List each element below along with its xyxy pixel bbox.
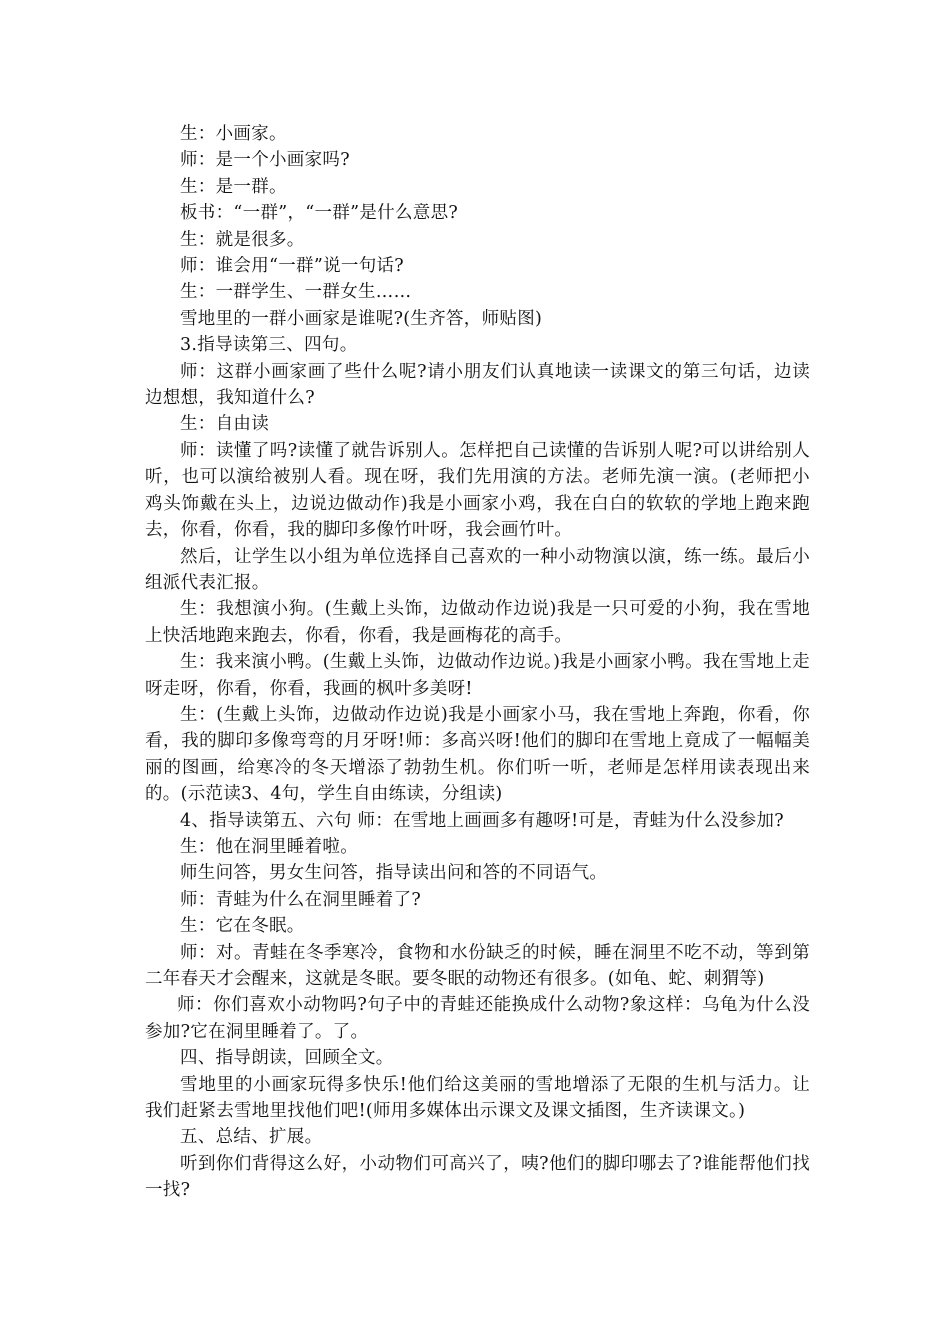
paragraph: 生：小画家。 bbox=[180, 124, 287, 144]
document-page bbox=[145, 121, 810, 1204]
paragraph: 生：一群学生、一群女生…… bbox=[180, 282, 412, 303]
paragraph: 师：对。青蛙在冬季寒冷，食物和水份缺乏的时候，睡在洞里不吃不动，等到第二年春天才会醒来，这就是冬眠。要冬眠的动物还有很多。(如龟、蛇、刺猬等) bbox=[145, 942, 810, 989]
paragraph: 师：青蛙为什么在洞里睡着了? bbox=[180, 889, 422, 910]
section-heading: 四、指导朗读，回顾全文。 bbox=[180, 1048, 394, 1069]
paragraph: 师：这群小画家画了些什么呢?请小朋友们认真地读一读课文的第三句话，边读边想想，我知道什么? bbox=[145, 361, 810, 409]
paragraph: 师：读懂了吗?读懂了就告诉别人。怎样把自己读懂的告诉别人呢?可以讲给别人听，也可以演给被别人看。现在呀，我们先用演的方法。老师先演一演。(老师把小鸡头饰戴在头上，边说边做动作)我是小画家小鸡，我在白白的软软的学地上跑来跑去，你看，你看，我的脚印多像竹叶呀，我会画竹叶。 bbox=[145, 440, 810, 541]
paragraph: 生：就是很多。 bbox=[180, 229, 305, 250]
paragraph: 生：(生戴上头饰，边做动作边说)我是小画家小马，我在雪地上奔跑，你看，你看，我的脚印多像弯弯的月牙呀!师：多高兴呀!他们的脚印在雪地上竟成了一幅幅美丽的图画，给寒冷的冬天增添了勃勃生机。你们听一听，老师是怎样用读表现出来的。(示范读3、4句，学生自由练读，分组读) bbox=[145, 704, 810, 805]
paragraph: 生：我来演小鸭。(生戴上头饰，边做动作边说。)我是小画家小鸭。我在雪地上走呀走呀，你看，你看，我画的枫叶多美呀! bbox=[145, 652, 810, 699]
paragraph: 生：它在冬眠。 bbox=[180, 916, 305, 937]
paragraph: 师：谁会用“一群”说一句话? bbox=[180, 256, 404, 277]
section-heading: 4、指导读第五、六句 师：在雪地上画画多有趣呀!可是，青蛙为什么没参加? bbox=[180, 810, 784, 831]
section-heading: 五、总结、扩展。 bbox=[180, 1127, 323, 1148]
section-heading: 3.指导读第三、四句。 bbox=[180, 335, 358, 356]
paragraph: 然后，让学生以小组为单位选择自己喜欢的一种小动物演以演，练一练。最后小组派代表汇报。 bbox=[145, 546, 810, 593]
paragraph: 生：我想演小狗。(生戴上头饰，边做动作边说)我是一只可爱的小狗，我在雪地上快活地跑来跑去，你看，你看，我是画梅花的高手。 bbox=[145, 599, 810, 646]
paragraph: 生：自由读 bbox=[180, 414, 269, 435]
paragraph: 雪地里的一群小画家是谁呢?(生齐答，师贴图) bbox=[180, 308, 543, 329]
paragraph: 生：他在洞里睡着啦。 bbox=[180, 836, 358, 857]
paragraph: 师：你们喜欢小动物吗?句子中的青蛙还能换成什么动物?象这样：乌龟为什么没参加?它在洞里睡着了。了。 bbox=[145, 995, 810, 1042]
paragraph: 板书：“一群”，“一群”是什么意思? bbox=[180, 203, 459, 224]
paragraph: 师生问答，男女生问答，指导读出问和答的不同语气。 bbox=[180, 863, 608, 884]
paragraph: 师：是一个小画家吗? bbox=[180, 150, 350, 171]
paragraph: 生：是一群。 bbox=[180, 176, 287, 197]
paragraph: 听到你们背得这么好，小动物们可高兴了，咦?他们的脚印哪去了?谁能帮他们找一找? bbox=[145, 1153, 810, 1201]
paragraph: 雪地里的小画家玩得多快乐!他们给这美丽的雪地增添了无限的生机与活力。让我们赶紧去雪地里找他们吧!(师用多媒体出示课文及课文插图，生齐读课文。) bbox=[145, 1074, 810, 1122]
